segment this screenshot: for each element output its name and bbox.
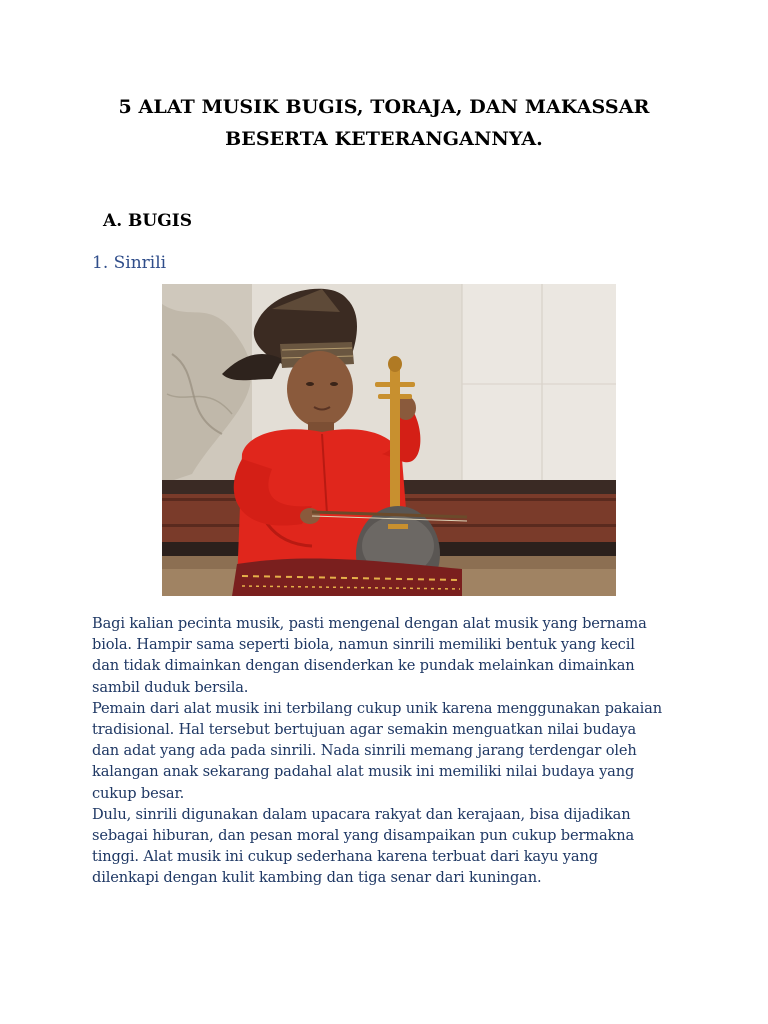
body-text-line: Pemain dari alat musik ini terbilang cukup unik karena menggunakan pakaian [92, 699, 662, 717]
body-text-line: Dulu, sinrili digunakan dalam upacara rakyat dan kerajaan, bisa dijadikan [92, 805, 631, 823]
body-text-line: cukup besar. [92, 784, 185, 802]
body-text-line: sebagai hiburan, dan pesan moral yang disampaikan pun cukup bermakna [92, 827, 635, 845]
body-text-line: Bagi kalian pecinta musik, pasti mengenal dengan alat musik yang bernama [92, 615, 647, 632]
document-title-line-1: 5 ALAT MUSIK BUGIS, TORAJA, DAN MAKASSAR [118, 96, 650, 118]
section-heading: A. BUGIS [103, 211, 192, 231]
body-text-line: sambil duduk bersila. [92, 678, 249, 696]
body-text-line: kalangan anak sekarang padahal alat musik ini memiliki nilai budaya yang [92, 763, 635, 781]
body-text-line: tradisional. Hal tersebut bertujuan agar semakin menguatkan nilai budaya [92, 721, 637, 739]
body-text-line: dan tidak dimainkan dengan disenderkan ke pundak melainkan dimainkan [92, 657, 635, 675]
body-text-line: biola. Hampir sama seperti biola, namun sinrili memiliki bentuk yang kecil [92, 636, 635, 654]
subsection-heading: 1. Sinrili [92, 253, 167, 273]
musician-playing-sinrili-photo [162, 284, 616, 596]
body-paragraph [92, 613, 692, 889]
body-text-line: dan adat yang ada pada sinrili. Nada sinrili memang jarang terdengar oleh [92, 742, 637, 760]
document-title-line-2: BESERTA KETERANGANNYA. [225, 128, 543, 150]
body-text-line: tinggi. Alat musik ini cukup sederhana karena terbuat dari kayu yang [92, 848, 598, 866]
body-text-line: dilenkapi dengan kulit kambing dan tiga senar dari kuningan. [92, 869, 542, 887]
